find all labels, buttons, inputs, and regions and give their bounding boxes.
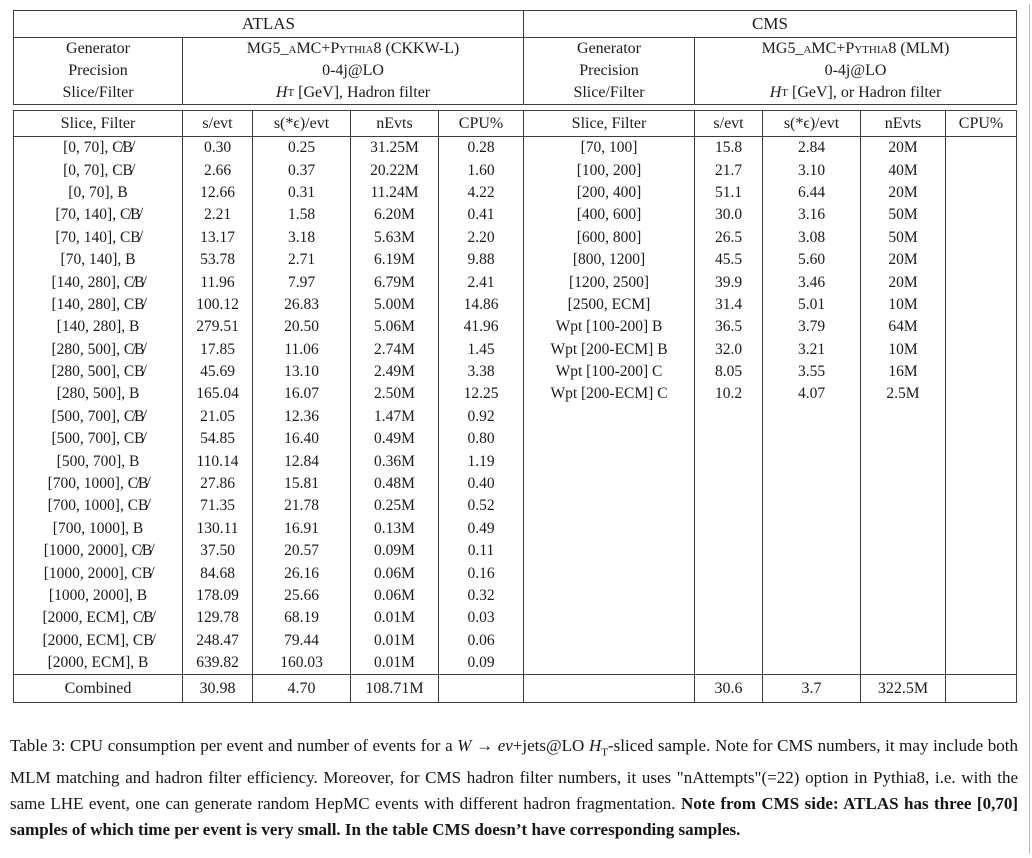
slice-filter-cell: [70, 140], B — [14, 249, 183, 271]
value-cell: 30.6 — [695, 675, 763, 702]
value-cell: 2.49M — [351, 361, 439, 383]
table-row — [524, 316, 1016, 338]
slice-filter-cell: [1000, 2000], C̸B̸ — [14, 540, 183, 562]
caption-bold-note: Note from CMS side: ATLAS has three [0,70] samples of which time per event is very small. In the table CMS doesn’t have corresponding samples. — [10, 794, 1018, 840]
value-cell — [946, 361, 1016, 383]
slice-filter-value — [695, 82, 1016, 104]
table-row — [14, 428, 523, 450]
slice-filter-cell: [1000, 2000], B — [14, 585, 183, 607]
table-row — [14, 204, 523, 226]
value-cell: 54.85 — [183, 428, 253, 450]
slice-filter-value-rest: [GeV], or Hadron filter — [788, 84, 942, 101]
value-cell: 6.79M — [351, 271, 439, 293]
value-cell: 0.25 — [253, 137, 351, 159]
value-cell: 6.20M — [351, 204, 439, 226]
table-row — [14, 316, 523, 338]
slice-filter-cell: [600, 800] — [524, 227, 695, 249]
table-row — [14, 450, 523, 472]
value-cell — [946, 204, 1016, 226]
slice-filter-label: Slice/Filter — [524, 82, 695, 104]
value-cell: 64M — [861, 316, 946, 338]
value-cell — [946, 249, 1016, 271]
value-cell — [946, 227, 1016, 249]
cms-column-header-row — [524, 111, 1016, 137]
table-row — [524, 271, 1016, 293]
value-cell: 11.24M — [351, 182, 439, 204]
generator-label: Generator — [14, 38, 183, 60]
value-cell: 20.50 — [253, 316, 351, 338]
value-cell: 5.01 — [763, 294, 861, 316]
value-cell: 100.12 — [183, 294, 253, 316]
value-cell: 30.0 — [695, 204, 763, 226]
value-cell: 12.36 — [253, 406, 351, 428]
value-cell: 12.84 — [253, 450, 351, 472]
value-cell: 16.40 — [253, 428, 351, 450]
slice-filter-cell: [100, 200] — [524, 159, 695, 181]
value-cell — [946, 383, 1016, 405]
value-cell: 13.10 — [253, 361, 351, 383]
value-cell: 2.71 — [253, 249, 351, 271]
value-cell: 0.01M — [351, 652, 439, 674]
value-cell: 0.41 — [467, 206, 495, 224]
value-cell: 17.85 — [183, 339, 253, 361]
table-row — [14, 652, 523, 674]
slice-filter-cell: [200, 400] — [524, 182, 695, 204]
value-cell: 3.16 — [763, 204, 861, 226]
value-cell: 0.01M — [351, 607, 439, 629]
value-cell: 26.16 — [253, 562, 351, 584]
slice-filter-cell: [70, 100] — [524, 137, 695, 159]
value-cell: 1.60 — [467, 161, 495, 179]
table-row — [14, 473, 523, 495]
value-cell: 14.86 — [463, 295, 499, 313]
column-header: s/evt — [695, 111, 763, 136]
value-cell: 10M — [861, 339, 946, 361]
table-caption — [10, 733, 1018, 843]
value-cell: 10.2 — [695, 383, 763, 405]
value-cell: 2.5M — [861, 383, 946, 405]
value-cell: 45.5 — [695, 249, 763, 271]
value-cell: 0.32 — [467, 587, 495, 604]
value-cell: 3.18 — [253, 227, 351, 249]
value-cell: 12.66 — [183, 182, 253, 204]
value-cell: 4.07 — [763, 383, 861, 405]
value-cell — [946, 137, 1016, 159]
value-cell: 3.55 — [763, 361, 861, 383]
slice-filter-cell: [140, 280], C̸B̸ — [14, 271, 183, 293]
column-header: s(*ϵ)/evt — [253, 111, 351, 136]
value-cell: 13.17 — [183, 227, 253, 249]
value-cell: 51.1 — [695, 182, 763, 204]
value-cell: 0.01M — [351, 630, 439, 652]
slice-filter-cell: [1200, 2500] — [524, 271, 695, 293]
slice-filter-value — [183, 82, 523, 104]
value-cell: 15.81 — [253, 473, 351, 495]
value-cell: 11.96 — [183, 271, 253, 293]
slice-filter-cell: [0, 70], B — [14, 182, 183, 204]
value-cell: 39.9 — [695, 271, 763, 293]
value-cell: 0.28 — [467, 139, 495, 157]
value-cell: 7.97 — [253, 271, 351, 293]
value-cell: 6.19M — [351, 249, 439, 271]
value-cell: 45.69 — [183, 361, 253, 383]
table-row — [14, 630, 523, 652]
atlas-data-rows — [14, 137, 523, 674]
value-cell: 0.92 — [467, 407, 495, 425]
precision-label: Precision — [14, 60, 183, 82]
value-cell: 248.47 — [183, 630, 253, 652]
table-header-block — [13, 10, 1017, 105]
value-cell: 5.06M — [351, 316, 439, 338]
value-cell: 26.83 — [253, 294, 351, 316]
value-cell: 16.91 — [253, 518, 351, 540]
slice-filter-cell: Wpt [200-ECM] C — [524, 383, 695, 405]
value-cell: 1.58 — [253, 204, 351, 226]
value-cell: 20M — [861, 182, 946, 204]
value-cell: 25.66 — [253, 585, 351, 607]
precision-value: 0-4j@LO — [824, 62, 887, 79]
value-cell: 5.60 — [763, 249, 861, 271]
value-cell — [946, 271, 1016, 293]
slice-filter-value-rest: [GeV], Hadron filter — [294, 84, 431, 101]
value-cell: 5.00M — [351, 294, 439, 316]
value-cell: 160.03 — [253, 652, 351, 674]
value-cell: 0.52 — [467, 497, 495, 515]
column-header: nEvts — [861, 111, 946, 136]
value-cell: 15.8 — [695, 137, 763, 159]
value-cell: 16.07 — [253, 383, 351, 405]
cms-combined-row — [524, 674, 1016, 702]
value-cell: 0.09 — [467, 654, 495, 672]
value-cell: 21.05 — [183, 406, 253, 428]
cms-precision-row — [524, 60, 1016, 82]
value-cell: 41.96 — [463, 318, 499, 336]
table-body-block — [13, 110, 1017, 703]
slice-filter-cell: Wpt [200-ECM] B — [524, 339, 695, 361]
value-cell — [946, 182, 1016, 204]
table-row — [14, 271, 523, 293]
value-cell: 0.31 — [253, 182, 351, 204]
value-cell: 36.5 — [695, 316, 763, 338]
value-cell: 2.84 — [763, 137, 861, 159]
value-cell: 20M — [861, 249, 946, 271]
ht-symbol: H — [588, 736, 602, 755]
table-row — [14, 585, 523, 607]
value-cell: 0.36M — [351, 450, 439, 472]
ht-subscript: T — [287, 87, 295, 99]
value-cell — [946, 339, 1016, 361]
value-cell: 0.11 — [467, 542, 495, 560]
cms-header-half — [524, 11, 1016, 104]
column-header: Slice, Filter — [14, 111, 183, 136]
cpu-consumption-table — [13, 10, 1017, 703]
ht-subscript: T — [601, 746, 608, 759]
value-cell: 639.82 — [183, 652, 253, 674]
caption-text: CPU consumption per event and number of events for a — [65, 736, 458, 755]
value-cell: 0.48M — [351, 473, 439, 495]
value-cell: 16M — [861, 361, 946, 383]
slice-filter-cell: Wpt [100-200] C — [524, 361, 695, 383]
value-cell: 10M — [861, 294, 946, 316]
value-cell: 3.10 — [763, 159, 861, 181]
value-cell: 108.71M — [351, 675, 439, 702]
caption-math-w-enu: W → eν — [457, 736, 513, 755]
cms-data-rows — [524, 137, 1016, 406]
table-row — [524, 294, 1016, 316]
ht-symbol: H — [275, 84, 288, 101]
value-cell: 0.80 — [467, 430, 495, 448]
table-row — [14, 540, 523, 562]
value-cell: 2.50M — [351, 383, 439, 405]
table-row — [14, 159, 523, 181]
value-cell: 27.86 — [183, 473, 253, 495]
table-row — [524, 383, 1016, 405]
value-cell: 5.63M — [351, 227, 439, 249]
table-row — [14, 562, 523, 584]
slice-filter-cell: [400, 600] — [524, 204, 695, 226]
atlas-precision-row — [14, 60, 523, 82]
page-edge-line — [1029, 4, 1030, 854]
slice-filter-cell: [70, 140], C̸B̸ — [14, 204, 183, 226]
value-cell: 68.19 — [253, 607, 351, 629]
value-cell: 3.21 — [763, 339, 861, 361]
column-header: nEvts — [351, 111, 439, 136]
value-cell: 9.88 — [467, 251, 495, 269]
value-cell: 12.25 — [463, 385, 499, 403]
value-cell: 31.4 — [695, 294, 763, 316]
cms-body-half — [524, 111, 1016, 702]
value-cell: 53.78 — [183, 249, 253, 271]
table-row — [14, 227, 523, 249]
column-header: Slice, Filter — [524, 111, 695, 136]
value-cell: 30.98 — [183, 675, 253, 702]
slice-filter-cell: [700, 1000], C̸B̸ — [14, 473, 183, 495]
slice-filter-cell: [0, 70], CB̸ — [14, 159, 183, 181]
slice-filter-cell: [500, 700], B — [14, 450, 183, 472]
slice-filter-cell: [2000, ECM], CB̸ — [14, 630, 183, 652]
atlas-combined-row — [14, 674, 523, 702]
cms-filler-row — [524, 406, 1016, 675]
value-cell: 21.78 — [253, 495, 351, 517]
table-row — [524, 339, 1016, 361]
value-cell — [946, 159, 1016, 181]
atlas-generator-row — [14, 38, 523, 60]
value-cell: 50M — [861, 204, 946, 226]
table-row — [14, 137, 523, 159]
value-cell: 20M — [861, 137, 946, 159]
atlas-column-header-row — [14, 111, 523, 137]
precision-value: 0-4j@LO — [322, 62, 384, 79]
slice-filter-cell: Combined — [14, 675, 183, 702]
table-row — [14, 495, 523, 517]
value-cell — [946, 675, 1016, 702]
precision-label: Precision — [524, 60, 695, 82]
value-cell: 3.79 — [763, 316, 861, 338]
value-cell: 84.68 — [183, 562, 253, 584]
value-cell: 21.7 — [695, 159, 763, 181]
table-row — [14, 383, 523, 405]
table-row — [14, 518, 523, 540]
value-cell: 0.25M — [351, 495, 439, 517]
value-cell: 1.19 — [467, 452, 495, 470]
slice-filter-cell: [2000, ECM], B — [14, 652, 183, 674]
cms-title: CMS — [524, 11, 1016, 38]
value-cell: 1.47M — [351, 406, 439, 428]
value-cell — [946, 316, 1016, 338]
value-cell: 0.30 — [183, 137, 253, 159]
value-cell: 3.46 — [763, 271, 861, 293]
slice-filter-cell: [2500, ECM] — [524, 294, 695, 316]
value-cell: 2.66 — [183, 159, 253, 181]
table-row — [524, 159, 1016, 181]
value-cell: 0.06 — [467, 631, 495, 649]
value-cell: 130.11 — [183, 518, 253, 540]
value-cell: 129.78 — [183, 607, 253, 629]
value-cell: 71.35 — [183, 495, 253, 517]
value-cell: 0.03 — [467, 609, 495, 627]
value-cell: 0.49M — [351, 428, 439, 450]
value-cell: 0.40 — [467, 475, 495, 493]
slice-filter-cell: [70, 140], CB̸ — [14, 227, 183, 249]
table-row — [14, 182, 523, 204]
atlas-header-half — [14, 11, 524, 104]
slice-filter-cell: [280, 500], C̸B̸ — [14, 339, 183, 361]
value-cell: 31.25M — [351, 137, 439, 159]
table-row — [14, 294, 523, 316]
value-cell: 4.22 — [467, 183, 495, 201]
column-header: CPU% — [958, 114, 1004, 132]
value-cell: 165.04 — [183, 383, 253, 405]
table-row — [14, 406, 523, 428]
generator-value: MG5_aMC+Pythia8 (MLM) — [761, 40, 950, 57]
atlas-title: ATLAS — [14, 11, 523, 38]
value-cell: 0.37 — [253, 159, 351, 181]
value-cell: 0.16 — [467, 564, 495, 582]
slice-filter-cell: [140, 280], CB̸ — [14, 294, 183, 316]
slice-filter-cell: [280, 500], CB̸ — [14, 361, 183, 383]
table-row — [524, 204, 1016, 226]
slice-filter-cell: [1000, 2000], CB̸ — [14, 562, 183, 584]
value-cell: 178.09 — [183, 585, 253, 607]
value-cell: 8.05 — [695, 361, 763, 383]
table-row — [524, 182, 1016, 204]
value-cell: 37.50 — [183, 540, 253, 562]
slice-filter-cell: [500, 700], CB̸ — [14, 428, 183, 450]
slice-filter-cell: [800, 1200] — [524, 249, 695, 271]
value-cell — [946, 294, 1016, 316]
slice-filter-label: Slice/Filter — [14, 82, 183, 104]
atlas-body-half — [14, 111, 524, 702]
value-cell: 79.44 — [253, 630, 351, 652]
generator-value: MG5_aMC+Pythia8 (CKKW-L) — [246, 40, 460, 57]
slice-filter-cell: Wpt [100-200] B — [524, 316, 695, 338]
table-row — [524, 137, 1016, 159]
atlas-slice-filter-row — [14, 82, 523, 104]
slice-filter-cell: [700, 1000], CB̸ — [14, 495, 183, 517]
caption-text: +jets@LO — [512, 736, 589, 755]
value-cell: 11.06 — [253, 339, 351, 361]
value-cell: 3.38 — [467, 363, 495, 381]
table-row — [14, 361, 523, 383]
cms-generator-row — [524, 38, 1016, 60]
value-cell: 20.57 — [253, 540, 351, 562]
slice-filter-cell: [500, 700], C̸B̸ — [14, 406, 183, 428]
table-row — [14, 339, 523, 361]
value-cell: 20M — [861, 271, 946, 293]
value-cell: 40M — [861, 159, 946, 181]
caption-text: -sliced sample. Note for CMS numbers, it may include both MLM matching and hadron filter efficiency. Moreover, for CMS hadron filter numbers, it uses "nAttempts"(=22) option in Pythia8, i.e. with the same LHE event, one can generate random HepMC events with different hadron fragmentation. — [10, 736, 1018, 814]
value-cell: 4.70 — [253, 675, 351, 702]
value-cell: 2.41 — [467, 273, 495, 291]
table-row — [14, 675, 523, 702]
value-cell: 0.06M — [351, 585, 439, 607]
value-cell: 20.22M — [351, 159, 439, 181]
table-row — [14, 607, 523, 629]
value-cell: 110.14 — [183, 450, 253, 472]
value-cell: 0.13M — [351, 518, 439, 540]
slice-filter-cell: [140, 280], B — [14, 316, 183, 338]
value-cell: 26.5 — [695, 227, 763, 249]
value-cell: 279.51 — [183, 316, 253, 338]
value-cell: 3.08 — [763, 227, 861, 249]
slice-filter-cell — [524, 675, 695, 702]
value-cell: 2.74M — [351, 339, 439, 361]
generator-label: Generator — [524, 38, 695, 60]
ht-symbol: H — [769, 84, 782, 101]
value-cell: 3.7 — [763, 675, 861, 702]
caption-lead: Table 3: — [10, 736, 66, 755]
value-cell: 0.09M — [351, 540, 439, 562]
value-cell: 322.5M — [861, 675, 946, 702]
value-cell: 2.20 — [467, 228, 495, 246]
value-cell: 1.45 — [467, 340, 495, 358]
column-header: s/evt — [183, 111, 253, 136]
table-row — [524, 361, 1016, 383]
table-row — [524, 227, 1016, 249]
cms-slice-filter-row — [524, 82, 1016, 104]
table-row — [14, 249, 523, 271]
value-cell: 0.49 — [467, 519, 495, 537]
slice-filter-cell: [700, 1000], B — [14, 518, 183, 540]
value-cell — [439, 675, 523, 702]
value-cell: 0.06M — [351, 562, 439, 584]
table-row — [524, 249, 1016, 271]
slice-filter-cell: [280, 500], B — [14, 383, 183, 405]
ht-subscript: T — [781, 87, 788, 99]
slice-filter-cell: [2000, ECM], C̸B̸ — [14, 607, 183, 629]
column-header: s(*ϵ)/evt — [763, 111, 861, 136]
value-cell: 6.44 — [763, 182, 861, 204]
value-cell: 50M — [861, 227, 946, 249]
column-header: CPU% — [458, 114, 504, 132]
slice-filter-cell: [0, 70], C̸B̸ — [14, 137, 183, 159]
value-cell: 2.21 — [183, 204, 253, 226]
value-cell: 32.0 — [695, 339, 763, 361]
table-row — [524, 675, 1016, 702]
